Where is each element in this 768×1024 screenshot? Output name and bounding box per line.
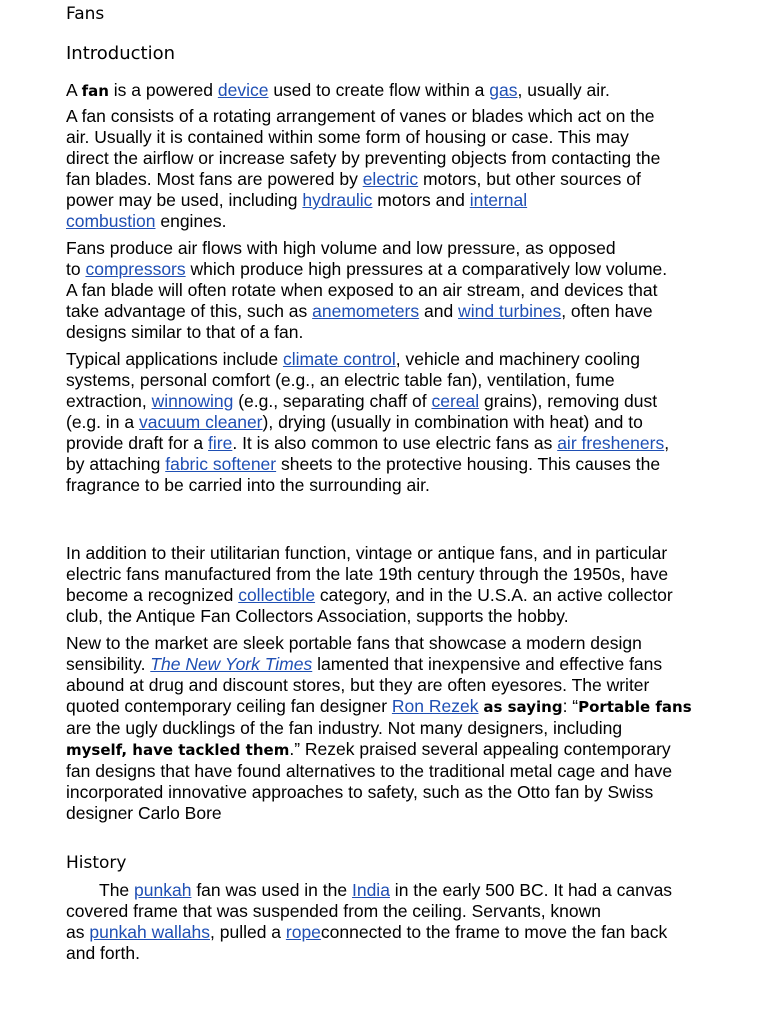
text-line: quoted contemporary ceiling fan designer Ron Rezek as saying: “Portable fans	[66, 696, 692, 716]
document-title: Fans	[66, 4, 105, 24]
text-line: fan designs that have found alternatives to the traditional metal cage and have	[66, 761, 673, 781]
paragraph-airflow	[66, 238, 706, 343]
link-device[interactable]: device	[217, 80, 269, 100]
text-line: and forth.	[66, 943, 140, 963]
text-line: designs similar to that of a fan.	[66, 322, 304, 342]
link-india[interactable]: India	[351, 880, 390, 900]
text-line: are the ugly ducklings of the fan industry. Not many designers, including	[66, 718, 623, 738]
text-line: combustion engines.	[66, 211, 227, 231]
text-line: power may be used, including hydraulic motors and internal	[66, 190, 528, 210]
link-vacuum-cleaner[interactable]: vacuum cleaner	[138, 412, 263, 432]
link-fabric-softener[interactable]: fabric softener	[165, 454, 277, 474]
link-internal-combustion-cont[interactable]: combustion	[66, 211, 156, 231]
paragraph-applications	[66, 349, 706, 496]
link-fire[interactable]: fire	[208, 433, 233, 453]
text-line: New to the market are sleek portable fans that showcase a modern design	[66, 633, 642, 653]
paragraph-construction	[66, 106, 706, 232]
link-ron-rezek[interactable]: Ron Rezek	[391, 696, 479, 716]
text-line: air. Usually it is contained within some form of housing or case. This may	[66, 127, 629, 147]
link-anemometers[interactable]: anemometers	[312, 301, 420, 321]
text-line: fragrance to be carried into the surrounding air.	[66, 475, 430, 495]
link-rope[interactable]: rope	[285, 922, 321, 942]
link-wind-turbines[interactable]: wind turbines	[458, 301, 562, 321]
link-gas[interactable]: gas	[489, 80, 518, 100]
text-line: fan blades. Most fans are powered by electric motors, but other sources of	[66, 169, 641, 189]
link-air-fresheners[interactable]: air fresheners	[557, 433, 665, 453]
text-line: become a recognized collectible category, and in the U.S.A. an active collector	[66, 585, 673, 605]
text-line: direct the airflow or increase safety by preventing objects from contacting the	[66, 148, 661, 168]
text-line: electric fans manufactured from the late 19th century through the 1950s, have	[66, 564, 669, 584]
paragraph-definition	[66, 80, 706, 102]
text-line: to compressors which produce high pressures at a comparatively low volume.	[66, 259, 668, 279]
text-line: designer Carlo Bore	[66, 803, 222, 823]
paragraph-modern-design	[66, 633, 706, 824]
text-line: extraction, winnowing (e.g., separating chaff of cereal grains), removing dust	[66, 391, 658, 411]
text-line: abound at drug and discount stores, but they are often eyesores. The writer	[66, 675, 650, 695]
text-line: club, the Antique Fan Collectors Association, supports the hobby.	[66, 606, 569, 626]
text-line: A fan consists of a rotating arrangement of vanes or blades which act on the	[66, 106, 655, 126]
text-line: take advantage of this, such as anemometers and wind turbines, often have	[66, 301, 653, 321]
text-line: systems, personal comfort (e.g., an electric table fan), ventilation, fume	[66, 370, 615, 390]
text-line: Typical applications include climate control, vehicle and machinery cooling	[66, 349, 640, 369]
link-punkah-wallahs[interactable]: punkah wallahs	[89, 922, 210, 942]
link-collectible[interactable]: collectible	[238, 585, 316, 605]
link-cereal[interactable]: cereal	[431, 391, 480, 411]
text-line: as punkah wallahs, pulled a ropeconnected to the frame to move the fan back	[66, 922, 668, 942]
history-heading: History	[66, 853, 127, 873]
text-line: provide draft for a fire. It is also common to use electric fans as air fresheners,	[66, 433, 670, 453]
paragraph-history	[66, 880, 706, 964]
paragraph-collectors	[66, 543, 706, 627]
link-winnowing[interactable]: winnowing	[151, 391, 234, 411]
text-line: covered frame that was suspended from the ceiling. Servants, known	[66, 901, 601, 921]
link-new-york-times[interactable]: The New York Times	[150, 654, 313, 674]
link-hydraulic[interactable]: hydraulic	[302, 190, 373, 210]
introduction-heading: Introduction	[66, 43, 176, 64]
text-line: In addition to their utilitarian function, vintage or antique fans, and in particular	[66, 543, 668, 563]
text-line: incorporated innovative approaches to safety, such as the Otto fan by Swiss	[66, 782, 654, 802]
link-climate-control[interactable]: climate control	[282, 349, 396, 369]
bold-term-fan: fan	[81, 82, 109, 100]
text-line: Fans produce air flows with high volume and low pressure, as opposed	[66, 238, 616, 258]
text-line: myself, have tackled them.” Rezek praised several appealing contemporary	[66, 739, 671, 759]
text-line: (e.g. in a vacuum cleaner), drying (usually in combination with heat) and to	[66, 412, 643, 432]
text-line: by attaching fabric softener sheets to the protective housing. This causes the	[66, 454, 661, 474]
text-line: A fan blade will often rotate when exposed to an air stream, and devices that	[66, 280, 658, 300]
link-electric[interactable]: electric	[362, 169, 419, 189]
text-line: sensibility. The New York Times lamented that inexpensive and effective fans	[66, 654, 663, 674]
link-punkah[interactable]: punkah	[134, 880, 192, 900]
quote-text: Portable fans	[578, 698, 692, 716]
link-internal-combustion[interactable]: internal	[469, 190, 528, 210]
text-line: A fan is a powered device used to create flow within a gas, usually air.	[66, 80, 610, 100]
text-line: The punkah fan was used in the India in the early 500 BC. It had a canvas	[99, 880, 673, 900]
quote-lead-in: as saying	[483, 698, 563, 716]
link-compressors[interactable]: compressors	[85, 259, 186, 279]
quote-text: myself, have tackled them	[66, 741, 290, 759]
